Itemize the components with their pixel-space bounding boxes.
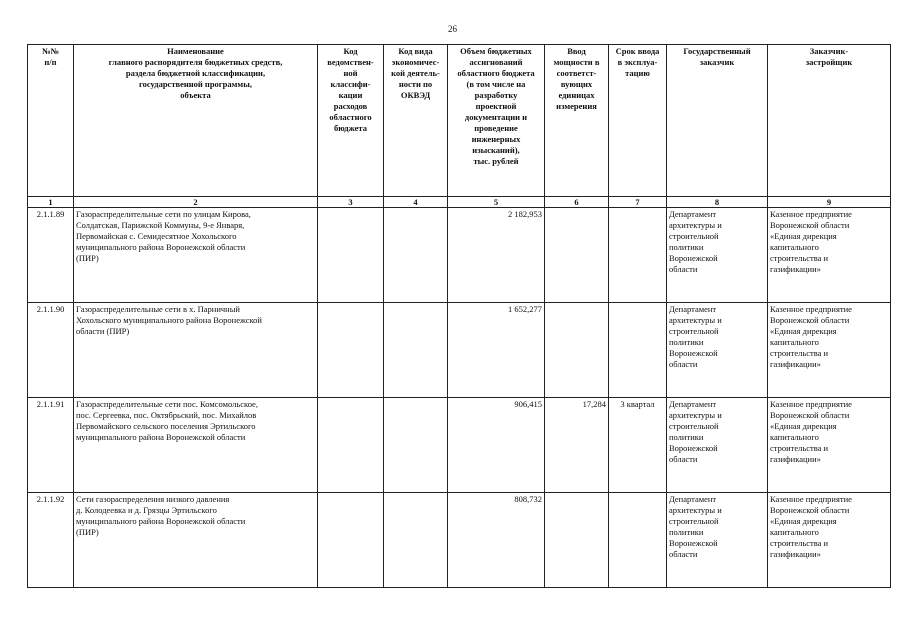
okved-code <box>384 493 448 588</box>
column-number: 2 <box>74 197 318 208</box>
state-customer: Департамент архитектуры и строительной политики Воронежской области <box>667 303 768 398</box>
dept-code <box>318 493 384 588</box>
dept-code <box>318 398 384 493</box>
budget-table <box>27 44 891 588</box>
column-number: 3 <box>318 197 384 208</box>
budget-amount: 906,415 <box>448 398 545 493</box>
col-header-term: Срок ввода в эксплуа- тацию <box>609 45 667 197</box>
state-customer: Департамент архитектуры и строительной политики Воронежской области <box>667 208 768 303</box>
col-header-num: №№ п/п <box>28 45 74 197</box>
column-number: 6 <box>545 197 609 208</box>
capacity: 17,284 <box>545 398 609 493</box>
dept-code <box>318 208 384 303</box>
state-customer: Департамент архитектуры и строительной политики Воронежской области <box>667 398 768 493</box>
column-number: 5 <box>448 197 545 208</box>
okved-code <box>384 398 448 493</box>
budget-amount: 2 182,953 <box>448 208 545 303</box>
column-number: 8 <box>667 197 768 208</box>
column-number: 7 <box>609 197 667 208</box>
column-number: 1 <box>28 197 74 208</box>
state-customer: Департамент архитектуры и строительной политики Воронежской области <box>667 493 768 588</box>
developer: Казенное предприятие Воронежской области «Единая дирекция капитального строительства и газификации» <box>768 398 891 493</box>
capacity <box>545 493 609 588</box>
col-header-okved: Код вида экономичес- кой деятель- ности по ОКВЭД <box>384 45 448 197</box>
row-number: 2.1.1.90 <box>28 303 74 398</box>
okved-code <box>384 303 448 398</box>
col-header-dept-code: Код ведомствен- ной классифи- кации расходов областного бюджета <box>318 45 384 197</box>
budget-amount: 1 652,277 <box>448 303 545 398</box>
col-header-customer: Государственный заказчик <box>667 45 768 197</box>
object-name: Газораспределительные сети пос. Комсомольское, пос. Сергеевка, пос. Октябрьский, пос. Михайлов Первомайского сельского поселения Эртильского муниципального района Воронежской области <box>74 398 318 493</box>
column-number-row <box>28 197 891 208</box>
table-row <box>28 493 891 588</box>
table-row <box>28 398 891 493</box>
row-number: 2.1.1.89 <box>28 208 74 303</box>
budget-amount: 808,732 <box>448 493 545 588</box>
capacity <box>545 303 609 398</box>
commissioning-term <box>609 208 667 303</box>
commissioning-term <box>609 493 667 588</box>
column-number: 9 <box>768 197 891 208</box>
commissioning-term <box>609 303 667 398</box>
page-number: 26 <box>448 24 457 34</box>
developer: Казенное предприятие Воронежской области «Единая дирекция капитального строительства и газификации» <box>768 493 891 588</box>
capacity <box>545 208 609 303</box>
okved-code <box>384 208 448 303</box>
object-name: Газораспределительные сети по улицам Кирова, Солдатская, Парижской Коммуны, 9-е Января, Первомайская с. Семидесятное Хохольского муниципального района Воронежской области (ПИР) <box>74 208 318 303</box>
table-row <box>28 303 891 398</box>
object-name: Газораспределительные сети в х. Парничный Хохольского муниципального района Воронежской области (ПИР) <box>74 303 318 398</box>
developer: Казенное предприятие Воронежской области «Единая дирекция капитального строительства и газификации» <box>768 208 891 303</box>
commissioning-term: 3 квартал <box>609 398 667 493</box>
table-row <box>28 208 891 303</box>
row-number: 2.1.1.92 <box>28 493 74 588</box>
col-header-capacity: Ввод мощности в соответст- вующих единицах измерения <box>545 45 609 197</box>
row-number: 2.1.1.91 <box>28 398 74 493</box>
dept-code <box>318 303 384 398</box>
object-name: Сети газораспределения низкого давления д. Колодеевка и д. Грязцы Эртильского муниципального района Воронежской области (ПИР) <box>74 493 318 588</box>
col-header-developer: Заказчик- застройщик <box>768 45 891 197</box>
col-header-name: Наименование главного распорядителя бюджетных средств, раздела бюджетной классификации, государственной программы, объекта <box>74 45 318 197</box>
col-header-amount: Объем бюджетных ассигнований областного бюджета (в том числе на разработку проектной документации и проведение инженерных изысканий), тыс. рублей <box>448 45 545 197</box>
developer: Казенное предприятие Воронежской области «Единая дирекция капитального строительства и газификации» <box>768 303 891 398</box>
header-row <box>28 45 891 197</box>
column-number: 4 <box>384 197 448 208</box>
